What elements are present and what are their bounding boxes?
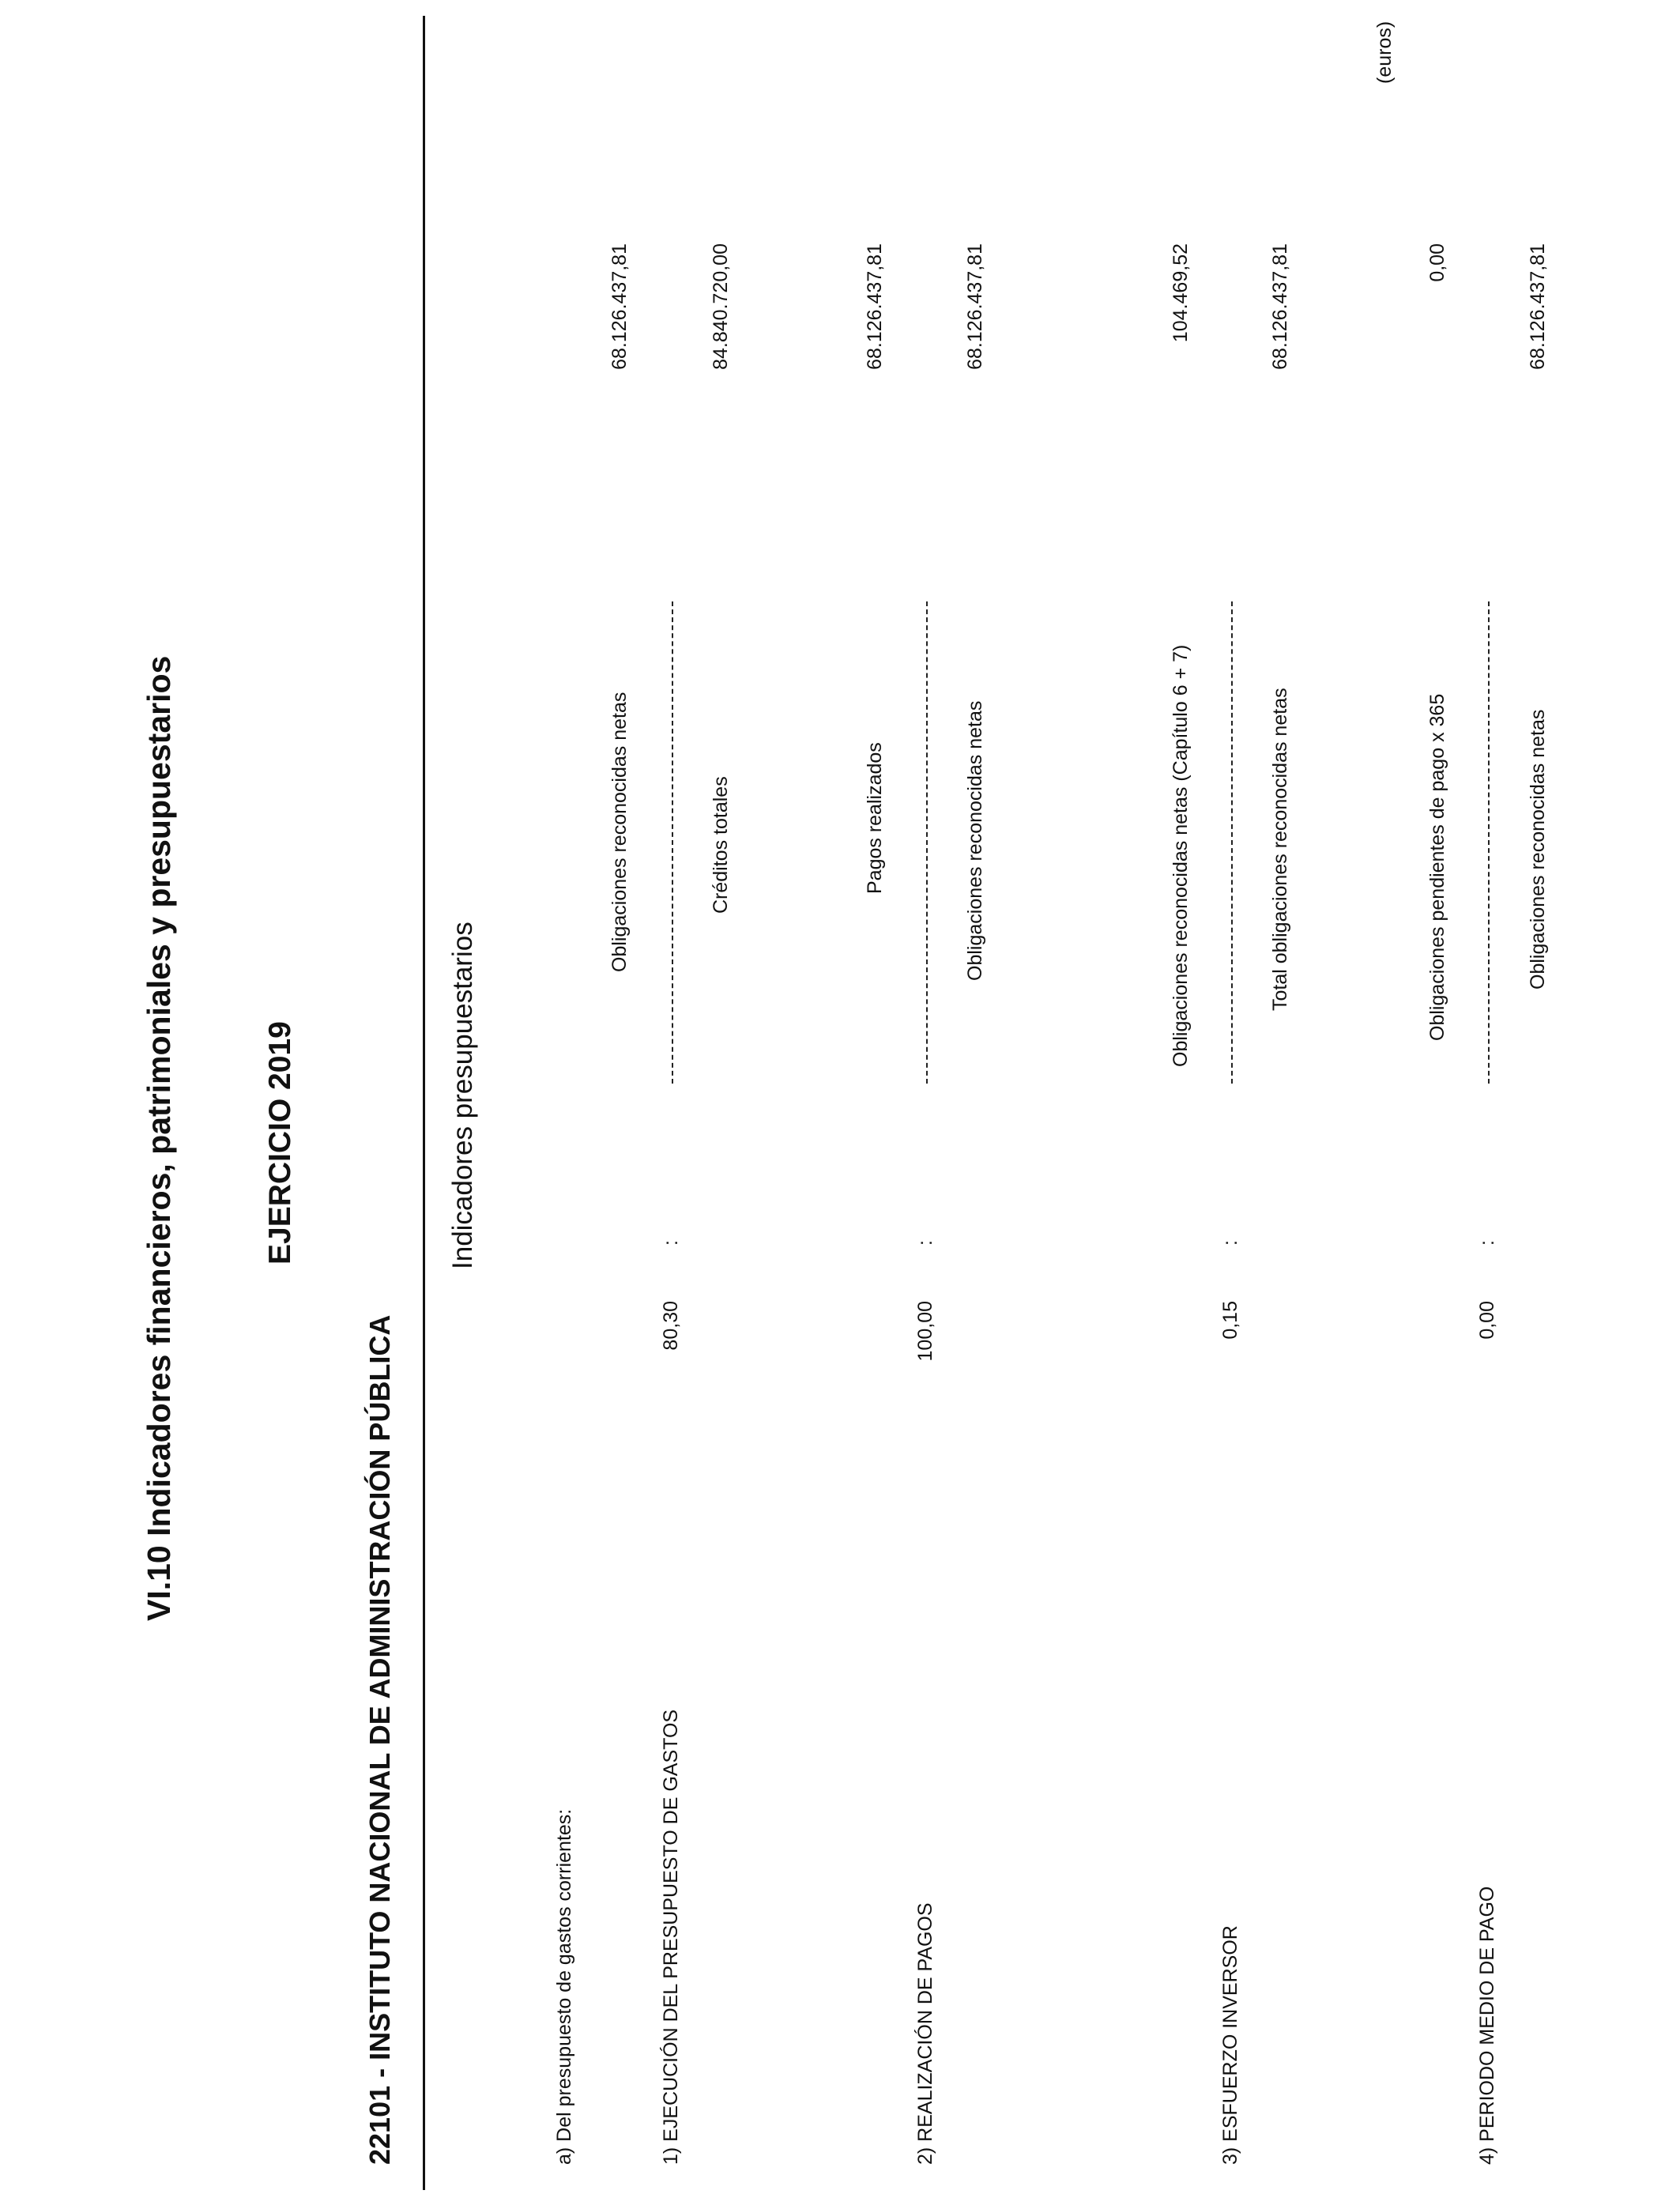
numerator-value: 104.469,52 [1170,243,1192,343]
indicator-colon: : [1219,1240,1241,1246]
indicator-value: 100,00 [914,1301,936,1362]
section-title: Indicadores presupuestarios [447,922,478,1269]
denominator-value: 68.126.437,81 [964,243,986,370]
numerator-value: 68.126.437,81 [864,243,886,370]
numerator-label: Obligaciones reconocidas netas (Capítulo 6 + 7) [1170,644,1192,1067]
indicator-colon: : [1476,1240,1498,1246]
fraction-line [1488,601,1490,1084]
denominator-label: Total obligaciones reconocidas netas [1269,688,1291,1011]
fraction-line [1231,601,1233,1084]
denominator-label: Obligaciones reconocidas netas [964,700,986,981]
denominator-value: 68.126.437,81 [1527,243,1549,370]
numerator-label: Pagos realizados [864,742,886,894]
denominator-label: Obligaciones reconocidas netas [1527,709,1549,990]
numerator-value: 0,00 [1426,243,1448,282]
indicator-label: 4) PERIODO MEDIO DE PAGO [1476,1886,1498,2165]
indicator-label: 3) ESFUERZO INVERSOR [1219,1925,1241,2165]
entity-heading: 22101 - INSTITUTO NACIONAL DE ADMINISTRACIÓN PÚBLICA [363,1314,396,2165]
indicator-value: 80,30 [660,1301,682,1351]
fiscal-year-heading: EJERCICIO 2019 [263,1021,297,1265]
indicator-label: 2) REALIZACIÓN DE PAGOS [914,1902,936,2165]
denominator-value: 68.126.437,81 [1269,243,1291,370]
header-rule [423,16,425,2190]
numerator-value: 68.126.437,81 [608,243,631,370]
fraction-line [672,601,673,1084]
indicator-value: 0,00 [1476,1301,1498,1340]
units-label: (euros) [1373,21,1396,84]
denominator-label: Créditos totales [710,776,732,914]
indicator-colon: : [914,1240,936,1246]
indicator-label: 1) EJECUCIÓN DEL PRESUPUESTO DE GASTOS [660,1709,682,2165]
numerator-label: Obligaciones reconocidas netas [608,692,631,972]
indicator-value: 0,15 [1219,1301,1241,1340]
fraction-line [926,601,928,1084]
indicator-colon: : [660,1240,682,1246]
denominator-value: 84.840.720,00 [710,243,732,370]
subsection-label: a) Del presupuesto de gastos corrientes: [553,1808,575,2165]
report-title: VI.10 Indicadores financieros, patrimoniales y presupuestarios [141,655,177,1621]
numerator-label: Obligaciones pendientes de pago x 365 [1426,693,1448,1041]
